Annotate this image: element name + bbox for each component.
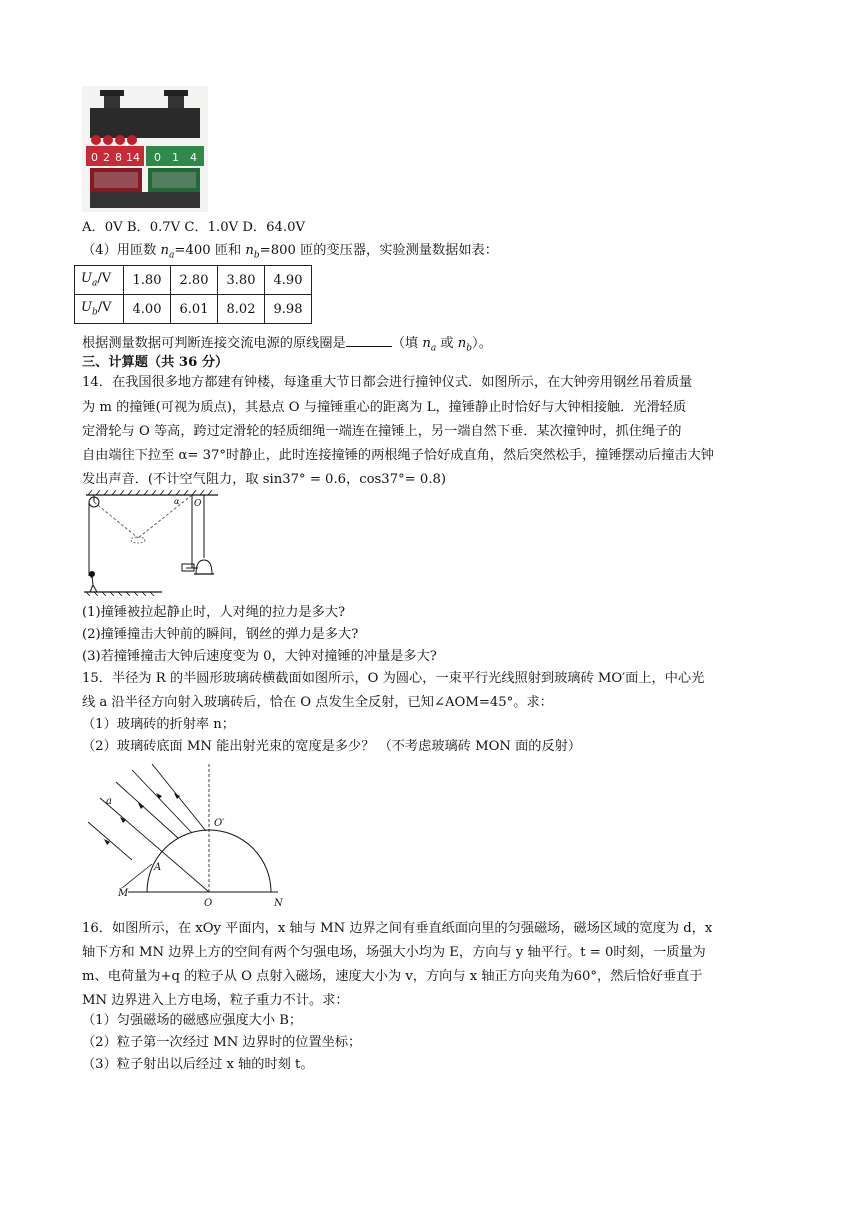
q14-question-1: (1)撞锤被拉起静止时，人对绳的拉力是多大? xyxy=(82,605,346,620)
q15-line-2: 线 a 沿半径方向射入玻璃砖后，恰在 O 点发生全反射，已知∠AOM=45°。求： xyxy=(82,695,553,710)
table-cell: 3.80 xyxy=(218,266,265,295)
point-m-label: M xyxy=(118,888,129,899)
q14-line-3: 定滑轮与 O 等高，跨过定滑轮的轻质细绳一端连在撞锤上，另一端自然下垂．某次撞钟时，抓住绳子的 xyxy=(82,424,682,439)
q13-options: A．0V B．0.7V C．1.0V D．64.0V xyxy=(82,220,305,235)
q16-line-1: 16．如图所示，在 xOy 平面内，x 轴与 MN 边界之间有垂直纸面向里的匀强磁场，磁场区域的宽度为 d，x xyxy=(82,921,713,936)
table-row xyxy=(75,266,312,295)
point-n-label: N xyxy=(274,898,283,908)
terminal-label-2: 2 xyxy=(103,151,110,164)
alpha-label: α xyxy=(174,497,180,506)
q15-line-1: 15．半径为 R 的半圆形玻璃砖横截面如图所示，O 为圆心，一束平行光线照射到玻璃砖 MO′面上，中心光 xyxy=(82,671,705,686)
bell-hammer-diagram xyxy=(82,488,222,596)
point-o-label: O xyxy=(204,898,213,908)
q15-part-1: （1）玻璃砖的折射率 n； xyxy=(82,717,235,732)
terminal-label-g1: 1 xyxy=(172,151,179,164)
q15-part-2: （2）玻璃砖底面 MN 能出射光束的宽度是多少？ （不考虑玻璃砖 MON 面的反射） xyxy=(82,739,582,754)
terminal-label-0: 0 xyxy=(91,151,98,164)
terminal-label-14: 14 xyxy=(126,151,140,164)
point-a-label: A xyxy=(154,862,162,873)
q14-line-2: 为 m 的撞锤(可视为质点)，其悬点 O 与撞锤重心的距离为 L，撞锤静止时恰好与大钟相接触．光滑轻质 xyxy=(82,400,687,415)
q16-line-2: 轴下方和 MN 边界上方的空间有两个匀强电场，场强大小均为 E，方向与 y 轴平行。t = 0时刻，一质量为 xyxy=(82,945,706,960)
section3-title: 三、计算题（共 36 分） xyxy=(82,355,229,370)
person-icon xyxy=(89,572,97,593)
q16-line-4: MN 边界进入上方电场，粒子重力不计。求： xyxy=(82,993,349,1008)
terminal-label-g0: 0 xyxy=(154,151,161,164)
q13-conclusion: 根据测量数据可判断连接交流电源的原线圈是 （填 $n_a$ 或 $n_b$）。 xyxy=(82,336,492,354)
q16-line-3: m、电荷量为+q 的粒子从 O 点射入磁场，速度大小为 v，方向与 x 轴正方向夹角为60°，然后恰好垂直于 xyxy=(82,969,703,984)
table-cell: 4.00 xyxy=(124,295,171,324)
table-cell: 8.02 xyxy=(218,295,265,324)
semicircle-glass-diagram xyxy=(82,760,292,908)
table-row-label: $U_b/V$ xyxy=(75,295,124,324)
q13-part4-line: （4）用匝数 $n_a=400$ 匝和 $n_b=800$ 匝的变压器，实验测量数据如表： xyxy=(82,243,498,261)
table-row xyxy=(75,295,312,324)
q14-line-4: 自由端往下拉至 α= 37°时静止，此时连接撞锤的两根绳子恰好成直角，然后突然松手，撞锤摆动后撞击大钟 xyxy=(82,448,714,463)
q16-part-2: （2）粒子第一次经过 MN 边界时的位置坐标； xyxy=(82,1035,362,1050)
q14-question-2: (2)撞锤撞击大钟前的瞬间，钢丝的弹力是多大? xyxy=(82,627,359,642)
q16-part-1: （1）匀强磁场的磁感应强度大小 B； xyxy=(82,1013,303,1028)
measurement-table xyxy=(74,265,312,324)
q14-line-5: 发出声音．(不计空气阻力，取 sin37° = 0.6，cos37°= 0.8) xyxy=(82,472,447,487)
terminal-label-g4: 4 xyxy=(190,151,197,164)
q14-question-3: (3)若撞锤撞击大钟后速度变为 0，大钟对撞锤的冲量是多大? xyxy=(82,649,437,664)
ray-a-label: a xyxy=(106,796,112,807)
table-row-label: $U_a/V$ xyxy=(75,266,124,295)
table-cell: 2.80 xyxy=(171,266,218,295)
q16-part-3: （3）粒子射出以后经过 x 轴的时刻 t。 xyxy=(82,1057,314,1072)
q14-line-1: 14．在我国很多地方都建有钟楼，每逢重大节日都会进行撞钟仪式．如图所示，在大钟旁用钢丝吊着质量 xyxy=(82,375,693,390)
table-cell: 4.90 xyxy=(265,266,312,295)
terminal-label-8: 8 xyxy=(115,151,122,164)
transformer-photo xyxy=(82,86,208,212)
o-prime-label: O′ xyxy=(214,818,225,829)
pivot-o-label: O xyxy=(194,499,202,509)
table-cell: 6.01 xyxy=(171,295,218,324)
table-cell: 9.98 xyxy=(265,295,312,324)
table-cell: 1.80 xyxy=(124,266,171,295)
